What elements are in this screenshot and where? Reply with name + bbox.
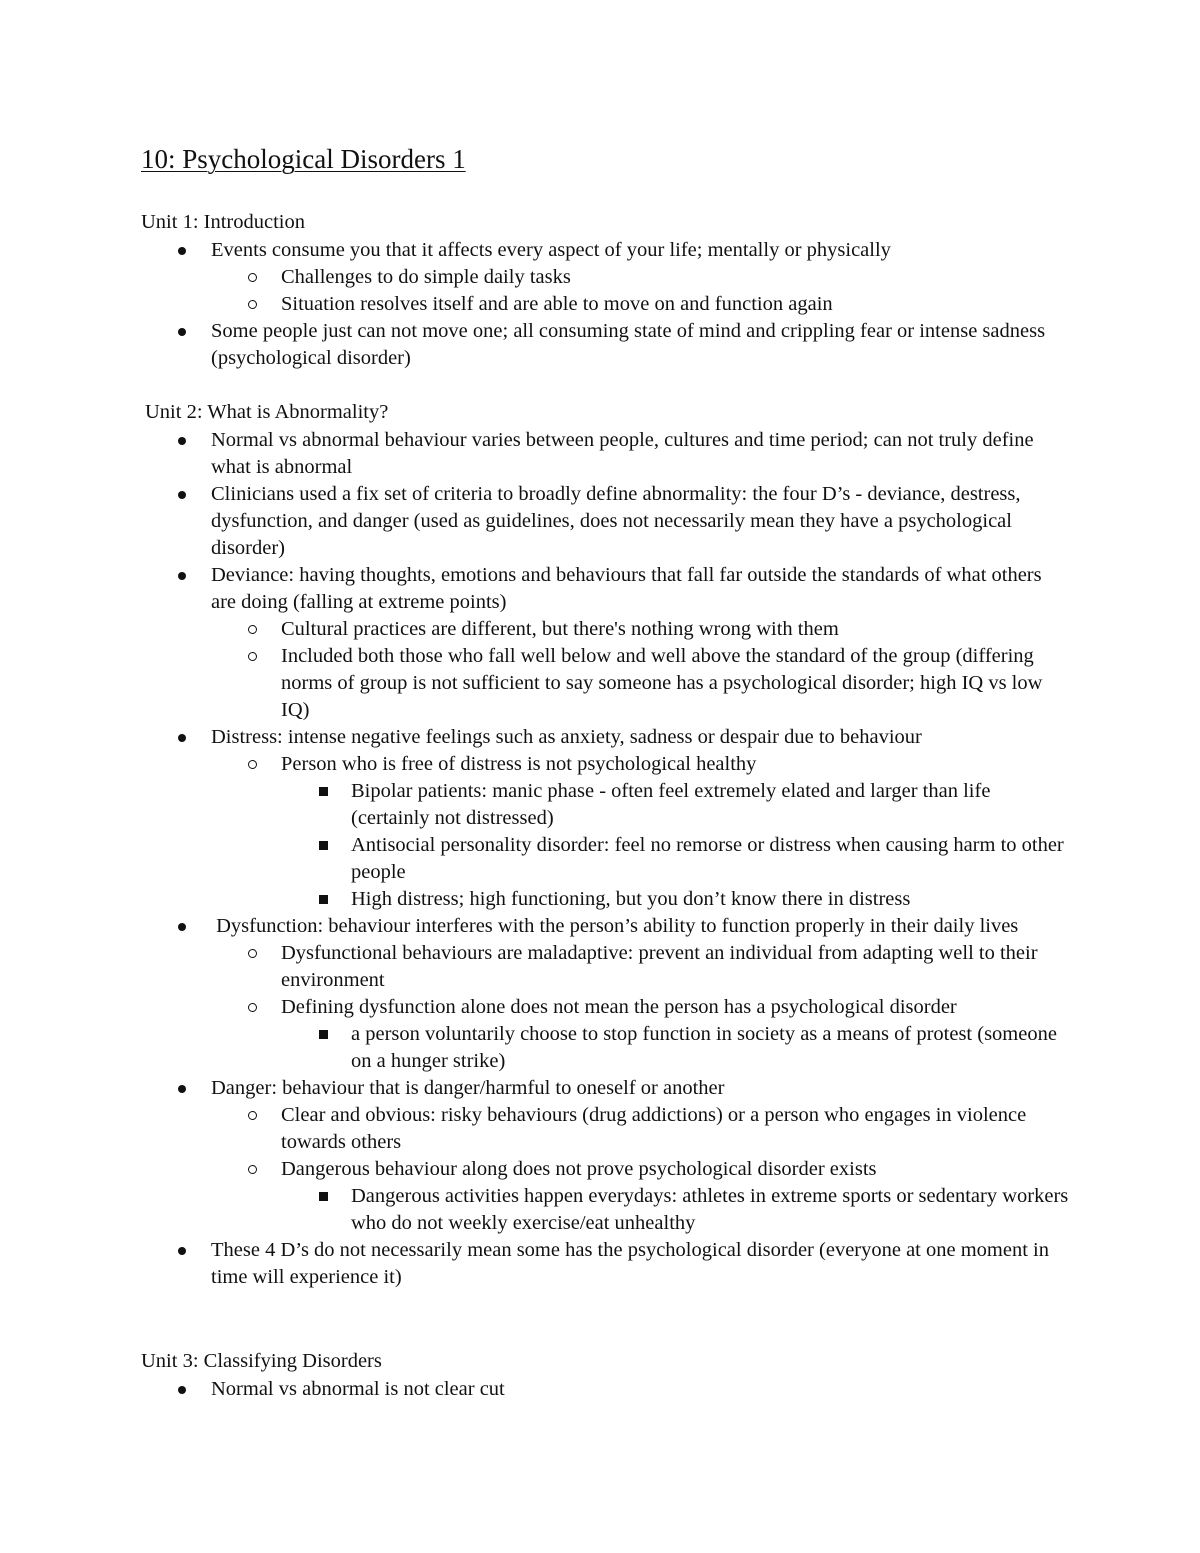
disc-bullet-icon: [178, 328, 186, 336]
list-item-text: Deviance: having thoughts, emotions and behaviours that fall far outside the standards of what others are doing (falling at extreme points): [211, 564, 1042, 613]
list-item: [281, 1156, 1071, 1237]
list-item-text: Antisocial personality disorder: feel no remorse or distress when causing harm to other people: [351, 834, 1064, 883]
circle-bullet-icon: [248, 760, 257, 769]
disc-bullet-icon: [178, 1247, 186, 1255]
list-item-text: Dysfunctional behaviours are maladaptive: prevent an individual from adapting well to their environment: [281, 942, 1038, 991]
list-item: [281, 994, 1071, 1075]
circle-bullet-icon: [248, 300, 257, 309]
list-item: [211, 724, 1071, 913]
list-item-text: Dysfunction: behaviour interferes with the person’s ability to function properly in their daily lives: [211, 915, 1019, 937]
list-item-text: Defining dysfunction alone does not mean the person has a psychological disorder: [281, 996, 957, 1018]
list-item: [211, 427, 1071, 481]
disc-bullet-icon: [178, 923, 186, 931]
list-item-text: Situation resolves itself and are able to move on and function again: [281, 293, 833, 315]
list-item-text: Dangerous behaviour along does not prove psychological disorder exists: [281, 1158, 877, 1180]
circle-bullet-icon: [248, 625, 257, 634]
list-item: [281, 751, 1071, 913]
circle-bullet-icon: [248, 652, 257, 661]
list-item: [281, 643, 1071, 724]
disc-bullet-icon: [178, 437, 186, 445]
list-item-text: Clear and obvious: risky behaviours (drug addictions) or a person who engages in violence towards others: [281, 1104, 1027, 1153]
list-item: [351, 886, 1071, 913]
list-item-text: Included both those who fall well below and well above the standard of the group (differing norms of group is not sufficient to say someone has a psychological disorder; high IQ vs low IQ): [281, 645, 1043, 721]
list-item: [211, 1237, 1071, 1291]
circle-bullet-icon: [248, 1003, 257, 1012]
list-item-text: Dangerous activities happen everydays: athletes in extreme sports or sedentary workers who do not weekly exercise/eat unhealthy: [351, 1185, 1069, 1234]
list-item-text: Distress: intense negative feelings such as anxiety, sadness or despair due to behaviour: [211, 726, 922, 748]
list-item-text: Bipolar patients: manic phase - often feel extremely elated and larger than life (certainly not distressed): [351, 780, 991, 829]
unit-1-heading: Unit 1: Introduction: [141, 211, 305, 233]
circle-bullet-icon: [248, 1111, 257, 1120]
list-item-text: Normal vs abnormal is not clear cut: [211, 1378, 505, 1400]
unit-1-list: [211, 237, 1071, 372]
list-item: [281, 291, 1071, 318]
unit-3-heading: Unit 3: Classifying Disorders: [141, 1350, 382, 1372]
disc-bullet-icon: [178, 491, 186, 499]
square-bullet-icon: [319, 1192, 328, 1201]
list-item: [351, 1021, 1071, 1075]
unit-3-list: [211, 1376, 1071, 1403]
list-item: [211, 1376, 1071, 1403]
list-item: [281, 1102, 1071, 1156]
list-item-text: Events consume you that it affects every aspect of your life; mentally or physically: [211, 239, 891, 261]
list-item-text: a person voluntarily choose to stop function in society as a means of protest (someone on a hunger strike): [351, 1023, 1057, 1072]
list-item-text: Person who is free of distress is not psychological healthy: [281, 753, 757, 775]
list-item-text: Normal vs abnormal behaviour varies between people, cultures and time period; can not truly define what is abnormal: [211, 429, 1034, 478]
list-item-text: Challenges to do simple daily tasks: [281, 266, 571, 288]
list-item: [211, 1075, 1071, 1237]
list-item-text: Danger: behaviour that is danger/harmful to oneself or another: [211, 1077, 725, 1099]
square-bullet-icon: [319, 787, 328, 796]
page-title: 10: Psychological Disorders 1: [141, 144, 466, 174]
disc-bullet-icon: [178, 247, 186, 255]
disc-bullet-icon: [178, 1386, 186, 1394]
list-item-text: These 4 D’s do not necessarily mean some has the psychological disorder (everyone at one moment in time will experience it): [211, 1239, 1049, 1288]
square-bullet-icon: [319, 895, 328, 904]
list-item: [281, 616, 1071, 643]
list-item: [351, 832, 1071, 886]
square-bullet-icon: [319, 841, 328, 850]
square-bullet-icon: [319, 1030, 328, 1039]
list-item-text: High distress; high functioning, but you don’t know there in distress: [351, 888, 911, 910]
circle-bullet-icon: [248, 1165, 257, 1174]
unit-2-list: [211, 427, 1071, 1291]
list-item: [351, 778, 1071, 832]
list-item: [281, 940, 1071, 994]
list-item-text: Some people just can not move one; all consuming state of mind and crippling fear or intense sadness (psychological disorder): [211, 320, 1046, 369]
list-item: [211, 481, 1071, 562]
list-item-text: Cultural practices are different, but there's nothing wrong with them: [281, 618, 839, 640]
circle-bullet-icon: [248, 949, 257, 958]
disc-bullet-icon: [178, 1085, 186, 1093]
list-item: [281, 264, 1071, 291]
list-item: [211, 562, 1071, 724]
list-item: [211, 318, 1071, 372]
list-item: [211, 913, 1071, 1075]
list-item-text: Clinicians used a fix set of criteria to broadly define abnormality: the four D’s - deviance, destress, dysfunction, and danger (used as guidelines, does not necessarily mean they have a psychological disorder): [211, 483, 1021, 559]
circle-bullet-icon: [248, 273, 257, 282]
disc-bullet-icon: [178, 572, 186, 580]
list-item: [211, 237, 1071, 318]
list-item: [351, 1183, 1071, 1237]
unit-2-heading: Unit 2: What is Abnormality?: [145, 401, 389, 423]
disc-bullet-icon: [178, 734, 186, 742]
